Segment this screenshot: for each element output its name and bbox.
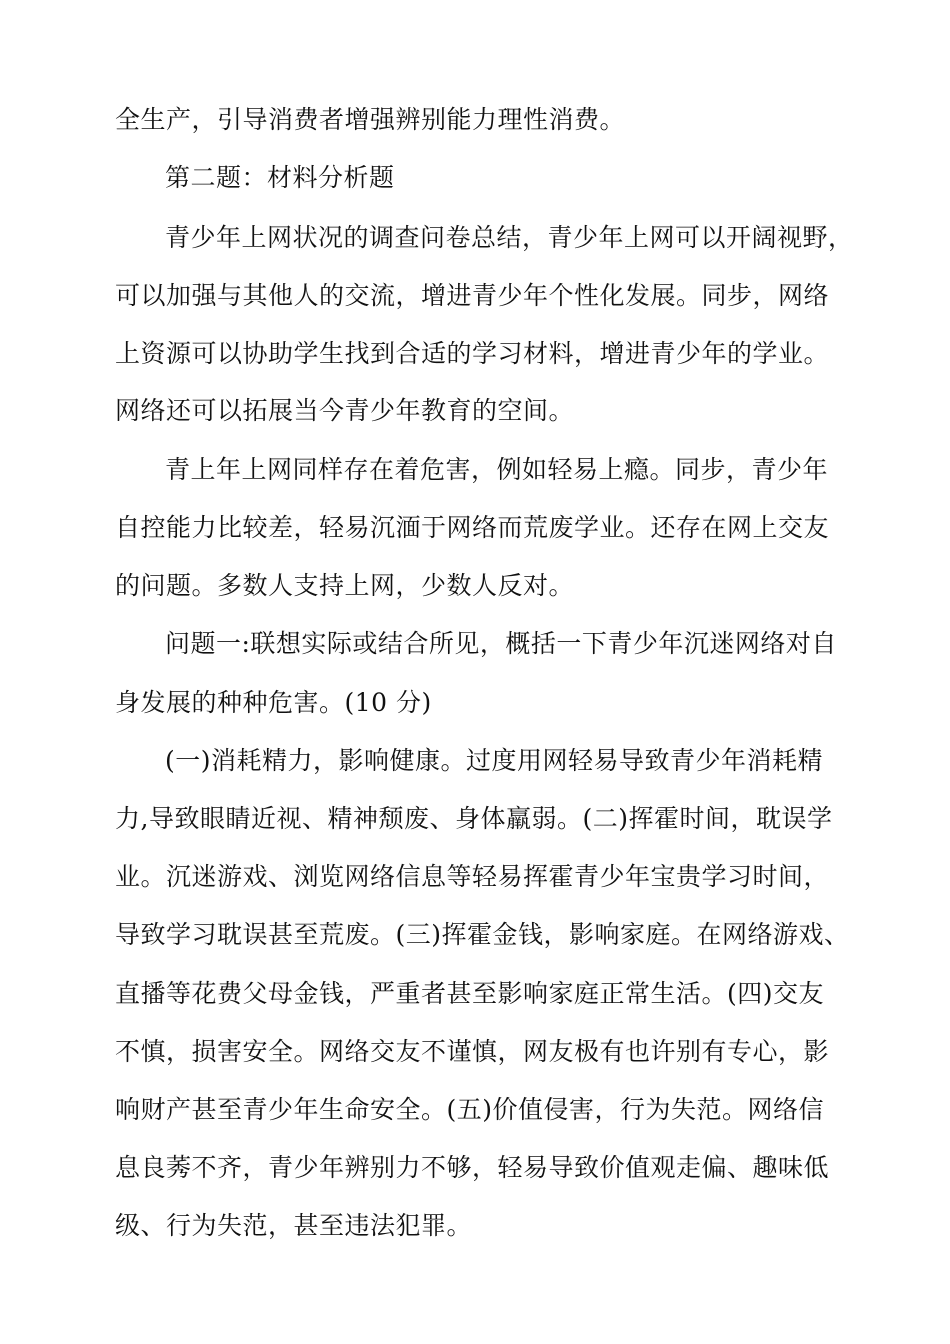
answer-line: 导致学习耽误甚至荒废。(三)挥霍金钱，影响家庭。在网络游戏、 <box>115 920 850 949</box>
section-heading: 第二题：材料分析题 <box>165 163 395 192</box>
text-line: 上资源可以协助学生找到合适的学习材料，增进青少年的学业。 <box>115 339 830 368</box>
answer-line: (一)消耗精力，影响健康。过度用网轻易导致青少年消耗精 <box>165 746 824 775</box>
text-line: 自控能力比较差，轻易沉湎于网络而荒废学业。还存在网上交友 <box>115 513 830 542</box>
text-line: 青少年上网状况的调查问卷总结，青少年上网可以开阔视野， <box>165 223 854 252</box>
answer-line: 力,导致眼睛近视、精神颓废、身体羸弱。(二)挥霍时间，耽误学 <box>115 804 833 833</box>
text-line: 网络还可以拓展当今青少年教育的空间。 <box>115 396 575 425</box>
text-line: 全生产，引导消费者增强辨别能力理性消费。 <box>115 105 626 134</box>
answer-line: 业。沉迷游戏、浏览网络信息等轻易挥霍青少年宝贵学习时间， <box>115 862 830 891</box>
text-line: 青上年上网同样存在着危害，例如轻易上瘾。同步，青少年 <box>165 455 829 484</box>
question-line: 身发展的种种危害。(10 分) <box>115 688 432 717</box>
answer-line: 息良莠不齐，青少年辨别力不够，轻易导致价值观走偏、趣味低 <box>115 1153 830 1182</box>
answer-line: 级、行为失范，甚至违法犯罪。 <box>115 1211 473 1240</box>
answer-line: 不慎，损害安全。网络交友不谨慎，网友极有也许别有专心，影 <box>115 1037 830 1066</box>
text-line: 的问题。多数人支持上网，少数人反对。 <box>115 571 575 600</box>
answer-line: 响财产甚至青少年生命安全。(五)价值侵害，行为失范。网络信 <box>115 1095 825 1124</box>
text-line: 可以加强与其他人的交流，增进青少年个性化发展。同步，网络 <box>115 281 830 310</box>
question-line: 问题一:联想实际或结合所见，概括一下青少年沉迷网络对自 <box>165 629 837 658</box>
answer-line: 直播等花费父母金钱，严重者甚至影响家庭正常生活。(四)交友 <box>115 979 825 1008</box>
